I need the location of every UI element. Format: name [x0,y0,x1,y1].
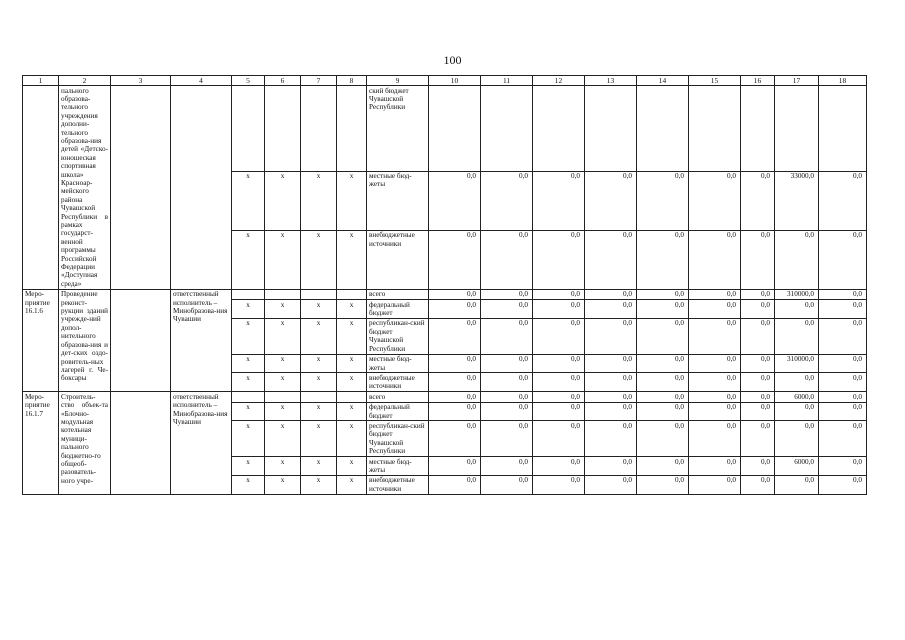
amount-cell: 0,0 [637,402,689,421]
amount-cell: 0,0 [775,318,819,354]
column-header: 11 [481,76,533,86]
amount-cell: 0,0 [429,392,481,402]
amount-cell: 6000,0 [775,457,819,476]
column-header: 8 [337,76,367,86]
amount-cell: 0,0 [481,354,533,373]
column-header: 18 [819,76,867,86]
amount-cell: 0,0 [429,289,481,299]
column-header: 15 [689,76,741,86]
amount-cell: 0,0 [819,300,867,319]
x-cell: х [232,457,265,476]
amount-cell: 0,0 [533,171,585,230]
amount-cell: 0,0 [741,475,775,494]
funding-source: федеральный бюджет [367,300,429,319]
funding-source: всего [367,392,429,402]
amount-cell [585,86,637,172]
amount-cell: 0,0 [585,475,637,494]
measure-executor [171,86,232,290]
amount-cell: 0,0 [689,289,741,299]
amount-cell: 0,0 [689,457,741,476]
amount-cell: 0,0 [429,230,481,289]
amount-cell: 0,0 [585,402,637,421]
amount-cell: 0,0 [533,354,585,373]
measure-code: Меро-приятие 16.1.6 [23,289,59,391]
amount-cell: 0,0 [429,171,481,230]
header-row [23,76,867,86]
funding-source: республикан-ский бюджет Чувашской Республики [367,421,429,457]
amount-cell: 0,0 [481,230,533,289]
table-row [23,289,867,299]
x-cell: х [232,318,265,354]
amount-cell: 0,0 [689,300,741,319]
amount-cell: 33000,0 [775,171,819,230]
amount-cell: 0,0 [429,475,481,494]
x-cell [265,86,301,172]
x-cell: х [265,373,301,392]
amount-cell: 0,0 [429,402,481,421]
empty-cell [111,86,171,290]
amount-cell [775,86,819,172]
amount-cell: 0,0 [533,392,585,402]
amount-cell: 0,0 [585,373,637,392]
amount-cell: 0,0 [429,300,481,319]
amount-cell: 0,0 [741,402,775,421]
funding-source: всего [367,289,429,299]
amount-cell [481,86,533,172]
x-cell: х [301,373,337,392]
column-header: 10 [429,76,481,86]
amount-cell: 0,0 [637,300,689,319]
amount-cell: 0,0 [741,373,775,392]
funding-source: республикан-ский бюджет Чувашской Республики [367,318,429,354]
funding-source: ский бюджет Чувашской Республики [367,86,429,172]
x-cell: х [337,300,367,319]
amount-cell: 0,0 [637,392,689,402]
amount-cell: 0,0 [429,421,481,457]
amount-cell: 0,0 [533,402,585,421]
x-cell: х [232,300,265,319]
x-cell [232,289,265,299]
x-cell: х [301,300,337,319]
amount-cell: 0,0 [585,289,637,299]
page-number: 100 [443,53,462,67]
x-cell: х [301,354,337,373]
column-header: 7 [301,76,337,86]
amount-cell: 0,0 [689,354,741,373]
x-cell: х [265,421,301,457]
x-cell [337,86,367,172]
amount-cell: 0,0 [481,318,533,354]
amount-cell: 0,0 [689,402,741,421]
amount-cell: 0,0 [775,475,819,494]
x-cell: х [337,318,367,354]
measure-title: Проведение реконст-рукции зданий учрежде-ний допол-нительного образова-ния и дет-ских оздо-ровитель-ных лагерей г. Че-боксары [59,289,111,391]
funding-source: местные бюд-жеты [367,171,429,230]
x-cell: х [337,354,367,373]
amount-cell: 0,0 [775,373,819,392]
amount-cell: 0,0 [533,421,585,457]
amount-cell: 0,0 [819,392,867,402]
amount-cell: 0,0 [775,421,819,457]
x-cell: х [301,318,337,354]
x-cell: х [337,457,367,476]
column-header: 13 [585,76,637,86]
x-cell: х [337,171,367,230]
x-cell: х [232,475,265,494]
amount-cell: 0,0 [689,230,741,289]
amount-cell: 0,0 [533,300,585,319]
x-cell [337,289,367,299]
amount-cell: 0,0 [429,318,481,354]
x-cell: х [265,171,301,230]
x-cell [265,392,301,402]
amount-cell: 0,0 [775,230,819,289]
amount-cell: 0,0 [637,354,689,373]
amount-cell: 0,0 [585,354,637,373]
x-cell [337,392,367,402]
amount-cell: 0,0 [741,354,775,373]
amount-cell: 0,0 [741,318,775,354]
amount-cell: 0,0 [481,475,533,494]
amount-cell: 0,0 [637,421,689,457]
amount-cell: 0,0 [533,475,585,494]
amount-cell: 0,0 [481,402,533,421]
amount-cell: 0,0 [429,373,481,392]
x-cell [301,392,337,402]
amount-cell: 0,0 [689,392,741,402]
amount-cell: 0,0 [481,171,533,230]
amount-cell: 310000,0 [775,289,819,299]
amount-cell: 0,0 [533,289,585,299]
amount-cell [637,86,689,172]
amount-cell: 0,0 [481,300,533,319]
amount-cell: 0,0 [637,171,689,230]
amount-cell: 0,0 [689,373,741,392]
amount-cell: 0,0 [637,318,689,354]
x-cell: х [301,402,337,421]
amount-cell: 0,0 [637,475,689,494]
x-cell: х [232,230,265,289]
amount-cell [429,86,481,172]
amount-cell: 0,0 [819,230,867,289]
amount-cell: 0,0 [481,289,533,299]
measure-code [23,86,59,290]
amount-cell: 0,0 [741,457,775,476]
x-cell: х [337,373,367,392]
amount-cell: 0,0 [585,230,637,289]
column-header: 9 [367,76,429,86]
x-cell: х [301,457,337,476]
x-cell [301,289,337,299]
amount-cell: 0,0 [637,457,689,476]
funding-source: внебюджетные источники [367,373,429,392]
amount-cell: 0,0 [637,289,689,299]
measure-executor: ответственный исполнитель – Минобразова-ния Чувашии [171,392,232,494]
amount-cell: 0,0 [819,318,867,354]
column-header: 12 [533,76,585,86]
amount-cell: 0,0 [533,457,585,476]
amount-cell: 0,0 [819,354,867,373]
column-header: 4 [171,76,232,86]
column-header: 5 [232,76,265,86]
x-cell [301,86,337,172]
amount-cell [689,86,741,172]
table-row [23,86,867,172]
funding-source: внебюджетные источники [367,230,429,289]
funding-source: внебюджетные источники [367,475,429,494]
x-cell: х [337,402,367,421]
amount-cell: 0,0 [481,421,533,457]
amount-cell: 0,0 [819,457,867,476]
amount-cell: 0,0 [819,373,867,392]
amount-cell: 6000,0 [775,392,819,402]
x-cell: х [337,475,367,494]
amount-cell [819,86,867,172]
amount-cell: 0,0 [481,392,533,402]
amount-cell: 0,0 [819,421,867,457]
x-cell: х [265,318,301,354]
x-cell: х [265,475,301,494]
column-header: 17 [775,76,819,86]
column-header: 14 [637,76,689,86]
amount-cell: 0,0 [741,171,775,230]
amount-cell: 0,0 [819,171,867,230]
amount-cell: 0,0 [741,289,775,299]
x-cell: х [232,171,265,230]
amount-cell: 0,0 [585,318,637,354]
amount-cell: 0,0 [689,421,741,457]
amount-cell: 0,0 [819,475,867,494]
budget-table [22,75,867,495]
amount-cell: 0,0 [689,475,741,494]
amount-cell: 0,0 [585,300,637,319]
funding-source: федеральный бюджет [367,402,429,421]
amount-cell [533,86,585,172]
column-header: 2 [59,76,111,86]
amount-cell: 0,0 [429,457,481,476]
amount-cell: 0,0 [481,373,533,392]
amount-cell: 0,0 [775,402,819,421]
amount-cell [741,86,775,172]
amount-cell: 0,0 [637,373,689,392]
amount-cell: 0,0 [585,171,637,230]
x-cell [265,289,301,299]
amount-cell: 0,0 [689,171,741,230]
measure-title: Строитель-ство объек-та «Блочно-модульная котельная муници-пального бюджетно-го общеоб-разователь-ного учре- [59,392,111,494]
measure-code: Меро-приятие 16.1.7 [23,392,59,494]
x-cell: х [265,354,301,373]
amount-cell: 0,0 [741,392,775,402]
x-cell: х [265,402,301,421]
amount-cell: 0,0 [741,421,775,457]
amount-cell: 0,0 [585,457,637,476]
amount-cell: 310000,0 [775,354,819,373]
amount-cell: 0,0 [637,230,689,289]
amount-cell: 0,0 [819,289,867,299]
amount-cell: 0,0 [741,300,775,319]
measure-executor: ответственный исполнитель – Минобразова-ния Чувашии [171,289,232,391]
x-cell: х [232,354,265,373]
table-row [23,392,867,402]
amount-cell: 0,0 [533,230,585,289]
amount-cell: 0,0 [819,402,867,421]
x-cell: х [265,300,301,319]
x-cell: х [232,421,265,457]
amount-cell: 0,0 [585,392,637,402]
x-cell: х [232,402,265,421]
x-cell: х [232,373,265,392]
empty-cell [111,392,171,494]
x-cell: х [265,457,301,476]
column-header: 3 [111,76,171,86]
x-cell [232,392,265,402]
x-cell: х [301,475,337,494]
measure-title: пального образова-тельного учреждения дополни-тельного образова-ния детей «Детско-юношеская спортивная школа» Красноар-мейского района Чувашской Республики в рамках государст-венной программы Российской Федерации «Доступная среда» [59,86,111,290]
x-cell: х [337,421,367,457]
amount-cell: 0,0 [775,300,819,319]
x-cell: х [301,421,337,457]
amount-cell: 0,0 [481,457,533,476]
column-header: 6 [265,76,301,86]
amount-cell: 0,0 [689,318,741,354]
amount-cell: 0,0 [429,354,481,373]
amount-cell: 0,0 [741,230,775,289]
x-cell [232,86,265,172]
funding-source: местные бюд-жеты [367,457,429,476]
amount-cell: 0,0 [533,318,585,354]
amount-cell: 0,0 [585,421,637,457]
amount-cell: 0,0 [533,373,585,392]
funding-source: местные бюд-жеты [367,354,429,373]
x-cell: х [337,230,367,289]
x-cell: х [301,171,337,230]
x-cell: х [265,230,301,289]
x-cell: х [301,230,337,289]
column-header: 16 [741,76,775,86]
empty-cell [111,289,171,391]
column-header: 1 [23,76,59,86]
